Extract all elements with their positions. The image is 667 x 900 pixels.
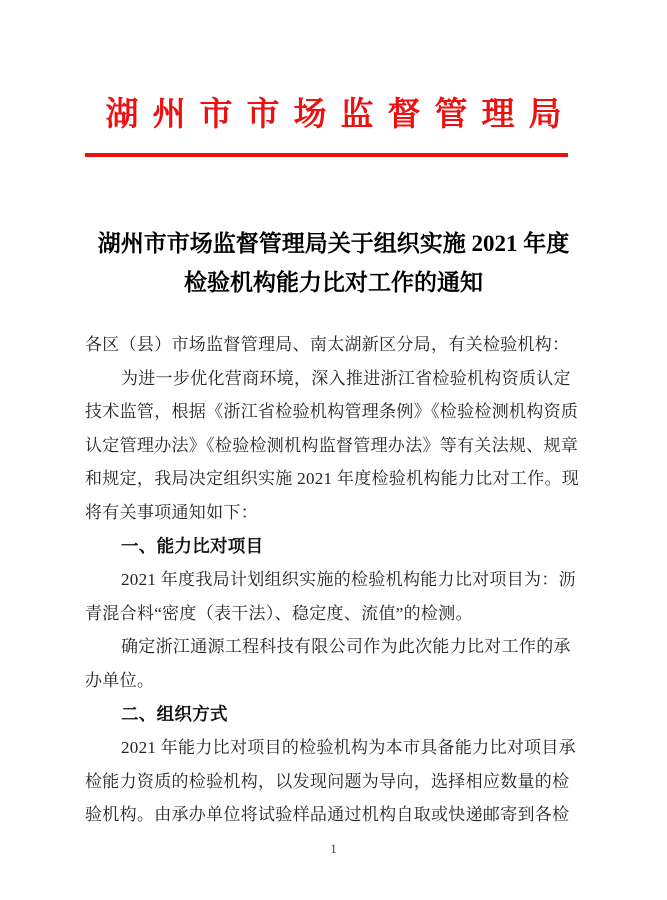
document-line: 各区（县）市场监督管理局、南太湖新区分局，有关检验机构： (85, 335, 570, 354)
document-line: 检能力资质的检验机构，以发现问题为导向，选择相应数量的检 (85, 771, 570, 791)
title-line-2: 检验机构能力比对工作的通知 (184, 270, 483, 295)
page-number: 1 (330, 841, 337, 856)
section-heading: 二、组织方式 (121, 703, 228, 724)
document-line: 为进一步优化营商环境，深入推进浙江省检验机构资质认定 (121, 368, 571, 388)
document-line: 将有关事项通知如下： (85, 502, 258, 522)
document-line: 2021 年度我局计划组织实施的检验机构能力比对项目为：沥 (121, 570, 576, 590)
document-line: 确定浙江通源工程科技有限公司作为此次能力比对工作的承 (121, 637, 571, 657)
letterhead-rule (85, 153, 568, 157)
agency-name: 湖州市市场监督管理局 (105, 95, 576, 132)
document-line: 青混合料“密度（表干法）、稳定度、流值”的检测。 (85, 603, 473, 623)
document-title (0, 224, 667, 302)
document-line: 和规定，我局决定组织实施 2021 年度检验机构能力比对工作。现 (85, 469, 580, 489)
section-heading: 一、能力比对项目 (121, 535, 264, 556)
document-line: 办单位。 (85, 670, 155, 690)
document-line: 2021 年能力比对项目的检验机构为本市具备能力比对项目承 (121, 738, 576, 758)
document-body (85, 328, 591, 832)
document-line: 验机构。由承办单位将试验样品通过机构自取或快递邮寄到各检 (85, 805, 570, 825)
title-line-1: 湖州市市场监督管理局关于组织实施 2021 年度 (97, 231, 570, 256)
document-line: 认定管理办法》《检验检测机构监督管理办法》等有关法规、规章 (85, 435, 579, 455)
document-line: 技术监管，根据《浙江省检验机构管理条例》《检验检测机构资质 (85, 402, 579, 422)
